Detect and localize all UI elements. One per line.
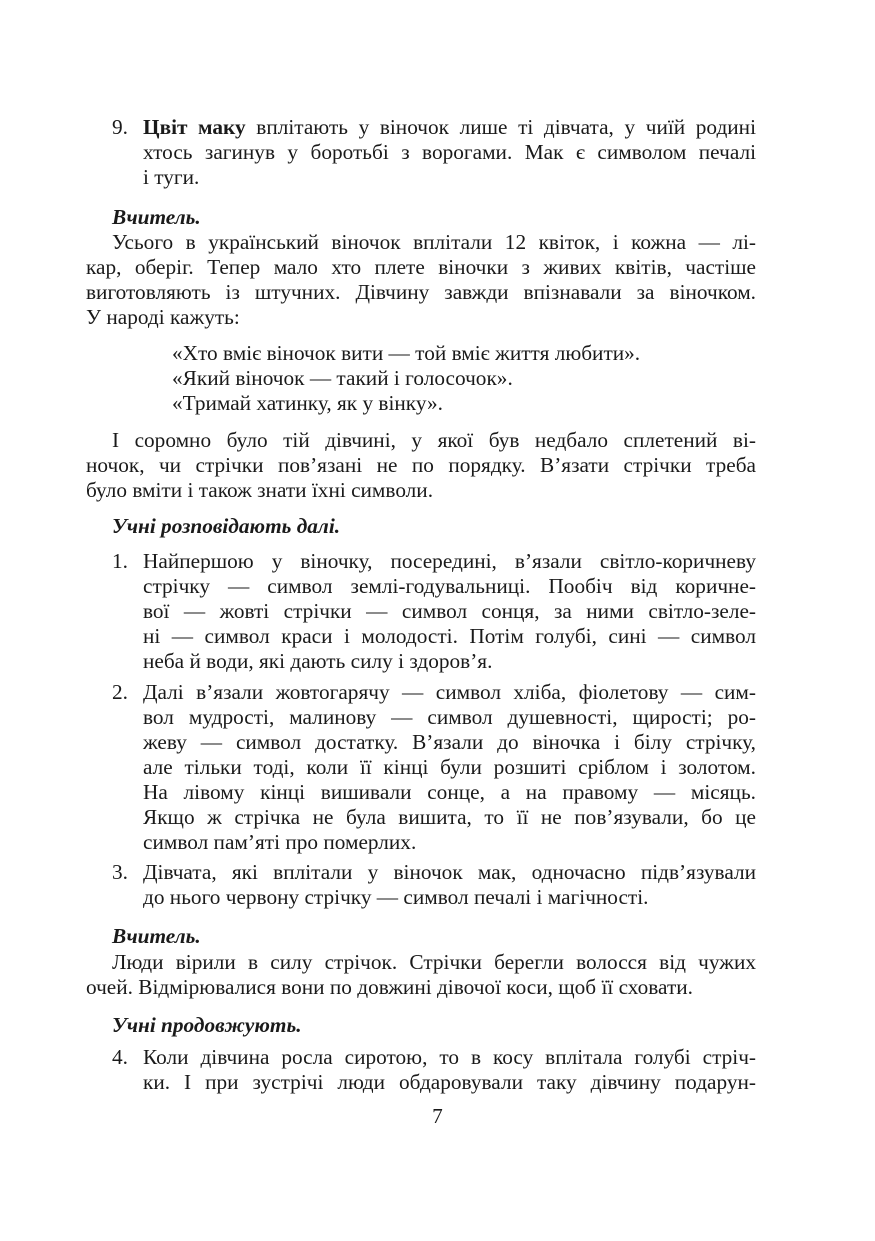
text-line: неба й води, які дають силу і здоров’я. [143, 649, 493, 673]
text-line: було вміти і також знати їхні символи. [86, 478, 434, 502]
text-line: але тільки тоді, коли її кінці були розшиті сріблом і золотом. [143, 755, 756, 779]
text-line: Люди вірили в силу стрічок. Стрічки берегли волосся від чужих [112, 950, 756, 974]
text-line: Якщо ж стрічка не була вишита, то її не пов’язували, бо це [143, 805, 756, 829]
list-number: 2. [112, 680, 128, 704]
text-line: Найпершою у віночку, посередині, в’язали світло-коричневу [143, 549, 756, 573]
text-line: хтось загинув у боротьбі з ворогами. Мак є символом печалі [143, 140, 756, 164]
list-item-4 [112, 1045, 756, 1095]
text-line: символ пам’яті про померлих. [143, 830, 417, 854]
list-item-3 [112, 860, 756, 910]
paragraph [86, 950, 756, 1000]
list-item-9 [112, 115, 756, 190]
list-number: 3. [112, 860, 128, 884]
text-line: І соромно було тій дівчині, у якої був недбало сплетений ві- [112, 428, 756, 452]
text-line: У народі кажуть: [86, 305, 240, 329]
text-line: кар, оберіг. Тепер мало хто плете віночки з живих квітів, частіше [86, 255, 756, 279]
bold-term: Цвіт маку [143, 115, 246, 139]
page-number: 7 [432, 1104, 443, 1128]
text-line: очей. Відмірювалися вони по довжині дівочої коси, щоб її сховати. [86, 975, 693, 999]
text-fragment: вплітають у віночок лише ті дівчата, у чиїй родині [245, 115, 756, 139]
text-line: стрічку — символ землі-годувальниці. Пообіч від коричне- [143, 574, 756, 598]
text-line: ночок, чи стрічки пов’язані не по порядку. В’язати стрічки треба [86, 453, 756, 477]
list-item-1 [112, 549, 756, 674]
paragraph [86, 428, 756, 503]
list-number: 9. [112, 115, 128, 139]
speaker-heading: Вчитель. [112, 924, 201, 948]
text-line [143, 115, 756, 140]
speaker-heading: Учні продовжують. [112, 1013, 302, 1037]
list-number: 4. [112, 1045, 128, 1069]
text-line: вої — жовті стрічки — символ сонця, за ними світло-зеле- [143, 599, 756, 623]
paragraph [86, 230, 756, 330]
speaker-heading: Учні розповідають далі. [112, 514, 341, 538]
text-line: ки. І при зустрічі люди обдаровували таку дівчину подарун- [143, 1070, 756, 1094]
text-line: На лівому кінці вишивали сонце, а на правому — місяць. [143, 780, 756, 804]
text-line: Дівчата, які вплітали у віночок мак, одночасно підв’язували [143, 860, 756, 884]
text-line: до нього червону стрічку — символ печалі і магічності. [143, 885, 649, 909]
text-line: виготовляють із штучних. Дівчину завжди впізнавали за віночком. [86, 280, 756, 304]
text-line: вол мудрості, малинову — символ душевності, щирості; ро- [143, 705, 756, 729]
list-number: 1. [112, 549, 128, 573]
list-item-2 [112, 680, 756, 855]
text-line: жеву — символ достатку. В’язали до віночка і білу стрічку, [143, 730, 756, 754]
quote-line: «Хто вміє віночок вити — той вміє життя любити». [172, 341, 641, 365]
quote-line: «Тримай хатинку, як у вінку». [172, 391, 443, 415]
text-line: ні — символ краси і молодості. Потім голубі, сині — символ [143, 624, 756, 648]
text-line: Усього в український віночок вплітали 12 квіток, і кожна — лі- [112, 230, 756, 254]
text-line: Далі в’язали жовтогарячу — символ хліба, фіолетову — сим- [143, 680, 756, 704]
text-line: і туги. [143, 165, 200, 189]
text-line: Коли дівчина росла сиротою, то в косу вплітала голубі стріч- [143, 1045, 756, 1069]
quote-block [172, 341, 640, 416]
quote-line: «Який віночок — такий і голосочок». [172, 366, 513, 390]
speaker-heading: Вчитель. [112, 205, 201, 229]
